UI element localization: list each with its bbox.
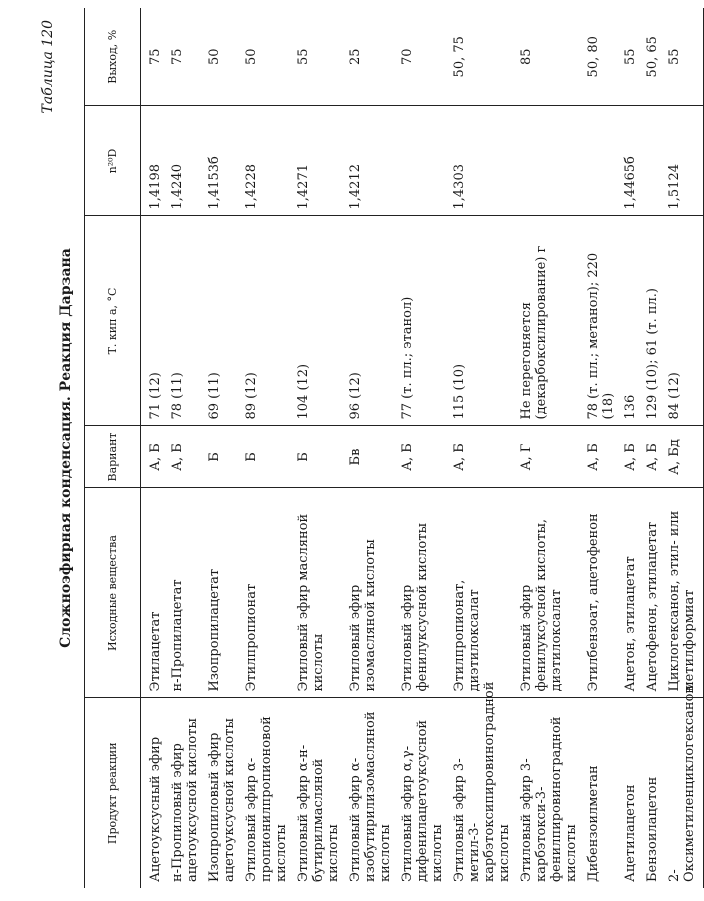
table-row [638, 8, 660, 888]
cell-yield: 55 [616, 8, 638, 106]
table-number: Таблица 120 [40, 20, 56, 114]
cell-variant: А, Бд [660, 426, 704, 488]
cell-product: Этиловый эфир α-н-бутирилмасляной кислоты [296, 744, 341, 882]
cell-variant: А, Б [163, 426, 200, 488]
table-row [579, 8, 616, 888]
cell-reagents: Циклогексанон, этил- или метилформиат [660, 488, 704, 698]
cell-yield: 25 [341, 8, 393, 106]
cell-yield: 50, 80 [579, 8, 616, 106]
header-variant: Вариант [85, 426, 141, 488]
table-row [341, 8, 393, 888]
cell-variant: Б [200, 426, 237, 488]
cell-nd: 1,5124 [660, 106, 704, 216]
cell-bp: 84 (12) [660, 216, 704, 426]
cell-reagents: Изопропилацетат [200, 488, 237, 698]
cell-nd: 1,4240 [163, 106, 200, 216]
cell-product: Ацетоуксусный эфир [148, 736, 163, 882]
cell-yield: 85 [512, 8, 579, 106]
cell-variant: А, Б [141, 426, 164, 488]
cell-bp: 77 (т. пл.; этанол) [393, 216, 445, 426]
cell-nd [393, 106, 445, 216]
cell-variant: Бв [341, 426, 393, 488]
cell-yield: 50 [200, 8, 237, 106]
cell-bp: 136 [616, 216, 638, 426]
cell-reagents: Этилпропионат [237, 488, 289, 698]
cell-product: Этиловый эфир α-пропионилпропионовой кислоты [244, 716, 289, 882]
cell-nd [638, 106, 660, 216]
rotated-page [40, 8, 697, 888]
data-table [84, 8, 704, 888]
cell-reagents: Этилацетат [141, 488, 164, 698]
cell-nd: 1,4228 [237, 106, 289, 216]
cell-bp: 104 (12) [289, 216, 341, 426]
cell-reagents: Этиловый эфир масляной кислоты [289, 488, 341, 698]
cell-product: Этиловый эфир 3-метил-3-карбэтоксипировиноградной кислоты [452, 681, 512, 882]
cell-product: н-Пропиловый эфир ацетоуксусной кислоты [170, 718, 200, 882]
header-product: Продукт реакции [85, 698, 141, 888]
cell-bp: 71 (12) [141, 216, 164, 426]
cell-bp: 69 (11) [200, 216, 237, 426]
table-row [237, 8, 289, 888]
cell-variant: А, Б [638, 426, 660, 488]
cell-product: Изопропиловый эфир ацетоуксусной кислоты [207, 718, 237, 882]
table-row [393, 8, 445, 888]
cell-reagents: Этиловый эфир изомасляной кислоты [341, 488, 393, 698]
header-nd: n²⁰D [85, 106, 141, 216]
cell-nd [579, 106, 616, 216]
cell-yield: 50, 75 [445, 8, 512, 106]
cell-yield: 55 [289, 8, 341, 106]
table-row [200, 8, 237, 888]
cell-product: Этиловый эфир α,γ-дифенилацетоуксусной кислоты [400, 719, 445, 882]
table-row [445, 8, 512, 888]
cell-bp: 96 (12) [341, 216, 393, 426]
header-row [85, 8, 141, 888]
table-title: Сложноэфирная конденсация. Реакция Дарзана [58, 248, 74, 648]
table-row [512, 8, 579, 888]
table-body [141, 8, 704, 888]
cell-bp: 129 (10); 61 (т. пл.) [638, 216, 660, 426]
cell-yield: 70 [393, 8, 445, 106]
cell-variant: А, Б [579, 426, 616, 488]
cell-bp: 115 (10) [445, 216, 512, 426]
cell-yield: 75 [141, 8, 164, 106]
cell-yield: 75 [163, 8, 200, 106]
cell-variant: Б [237, 426, 289, 488]
table-row [660, 8, 704, 888]
cell-nd: 1,4465б [616, 106, 638, 216]
cell-yield: 55 [660, 8, 704, 106]
table-row [163, 8, 200, 888]
cell-product: 2-Оксиметиленциклогексанон [660, 698, 704, 888]
cell-bp: 78 (т. пл.; метанол); 220 (18) [579, 216, 616, 426]
cell-product: Этиловый эфир 3-карбэтокси-3-фенилпировиноградной кислоты [519, 716, 579, 882]
cell-variant: А, Г [512, 426, 579, 488]
cell-product: Дибензоилметан [586, 765, 601, 882]
cell-nd: 1,4212 [341, 106, 393, 216]
cell-nd: 1,4303 [445, 106, 512, 216]
cell-variant: А, Б [616, 426, 638, 488]
cell-reagents: Этиловый эфир фенилуксусной кислоты, диэтилоксалат [512, 488, 579, 698]
cell-yield: 50, 65 [638, 8, 660, 106]
cell-nd: 1,4198 [141, 106, 164, 216]
table-row [141, 8, 164, 888]
cell-nd: 1,4153б [200, 106, 237, 216]
cell-yield: 50 [237, 8, 289, 106]
cell-variant: Б [289, 426, 341, 488]
table-row [616, 8, 638, 888]
table-row [289, 8, 341, 888]
cell-reagents: Ацетофенон, этилацетат [638, 488, 660, 698]
cell-bp: 78 (11) [163, 216, 200, 426]
cell-reagents: Ацетон, этилацетат [616, 488, 638, 698]
cell-reagents: н-Пропилацетат [163, 488, 200, 698]
cell-variant: А, Б [393, 426, 445, 488]
cell-product: Ацетилацетон [623, 784, 638, 882]
cell-product: Бензоилацетон [645, 776, 660, 882]
cell-reagents: Этиловый эфир фенилуксусной кислоты [393, 488, 445, 698]
cell-nd: 1,4271 [289, 106, 341, 216]
cell-bp: Не перегоняется (декарбоксилирование) г [512, 216, 579, 426]
cell-bp: 89 (12) [237, 216, 289, 426]
header-bp: Т. кип а, °С [85, 216, 141, 426]
cell-reagents: Этилпропионат, диэтилоксалат [445, 488, 512, 698]
cell-product: Этиловый эфир α-изобутирилизомасляной кислоты [348, 711, 393, 882]
header-yield: Выход, % [85, 8, 141, 106]
cell-nd [512, 106, 579, 216]
cell-reagents: Этилбензоат, ацетофенон [579, 488, 616, 698]
cell-variant: А, Б [445, 426, 512, 488]
header-reagents: Исходные вещества [85, 488, 141, 698]
